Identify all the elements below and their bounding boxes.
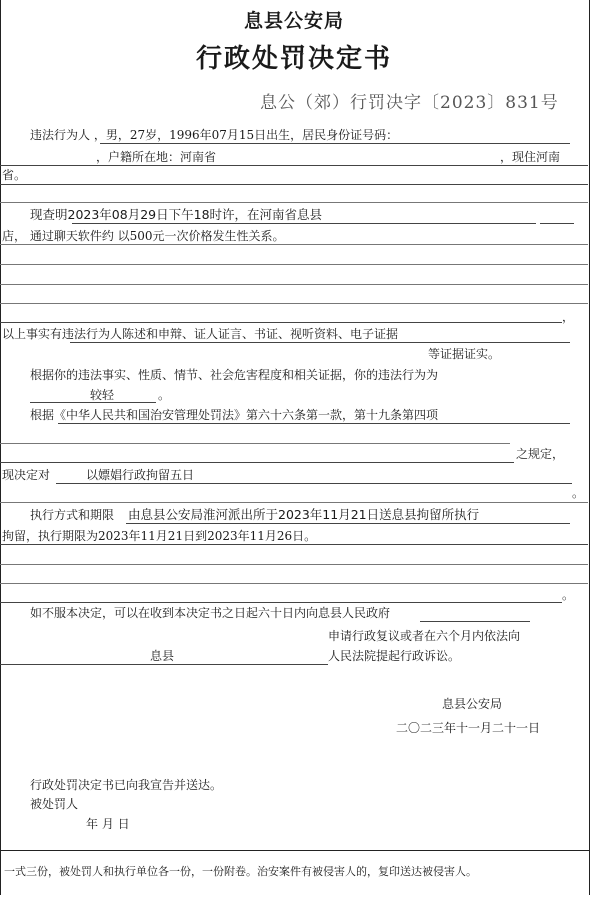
underline xyxy=(420,621,530,622)
underline xyxy=(0,602,562,603)
law-tail: 之规定， xyxy=(516,447,565,461)
underline xyxy=(30,402,156,403)
underline xyxy=(100,143,570,144)
underline xyxy=(72,223,536,224)
underline xyxy=(70,342,570,343)
judgment-line-1: 根据你的违法事实、性质、情节、社会危害程度和相关证据，你的违法行为为 xyxy=(30,368,439,382)
receipt-date-blank: 年 月 日 xyxy=(86,817,130,831)
blank-line xyxy=(0,564,588,565)
court-name: 息县 xyxy=(150,649,175,663)
agency-title: 息县公安局 xyxy=(244,10,345,32)
evidence-line-2: 等证据证实。 xyxy=(428,347,501,361)
underline xyxy=(0,165,588,166)
receipt-line-1: 行政处罚决定书已向我宣告并送达。 xyxy=(30,778,223,792)
blank-line xyxy=(0,284,588,285)
blank-line xyxy=(0,303,588,304)
violation-degree: 较轻 xyxy=(90,388,115,402)
blank-line xyxy=(0,502,588,503)
decision-prefix: 现决定对 xyxy=(2,468,51,482)
footer-note: 一式三份，被处罚人和执行单位各一份，一份附卷。治安案件有被侵害人的，复印送达被侵害人。 xyxy=(4,865,477,878)
blank-line xyxy=(0,244,588,245)
underline xyxy=(58,423,570,424)
offender-line-1: 违法行为人 ，男，27岁，1996年07月15日出生，居民身份证号码： xyxy=(30,128,399,142)
document-number: 息公（郊）行罚决字〔2023〕831号 xyxy=(260,93,559,113)
execution-prefix: 执行方式和期限 xyxy=(30,508,115,522)
blank-line xyxy=(0,264,588,265)
facts-comma: ， xyxy=(562,310,575,324)
blank-line xyxy=(0,443,510,444)
decision-text: 以嫖娼行政拘留五日 xyxy=(86,468,195,482)
offender-line-2-tail: ，现住河南 xyxy=(500,150,561,164)
underline xyxy=(0,544,588,545)
judgment-period: 。 xyxy=(158,388,171,402)
underline xyxy=(56,483,572,484)
facts-line-1: 现查明2023年08月29日下午18时许，在河南省息县 xyxy=(30,207,323,222)
appeal-line-3: 人民法院提起行政诉讼。 xyxy=(328,649,461,663)
execution-period: 。 xyxy=(562,588,575,602)
document-title: 行政处罚决定书 xyxy=(196,44,393,74)
underline xyxy=(0,322,562,323)
facts-line-2: 店， 通过聊天软件约 以500元一次价格发生性关系。 xyxy=(2,229,285,243)
underline xyxy=(0,664,328,665)
underline xyxy=(126,523,570,524)
underline xyxy=(0,184,588,185)
offender-line-2: ，户籍所在地：河南省 xyxy=(96,150,217,164)
execution-line-2: 拘留，执行期限为2023年11月21日到2023年11月26日。 xyxy=(2,529,317,543)
receipt-line-2: 被处罚人 xyxy=(30,797,79,811)
execution-line-1: 由息县公安局淮河派出所于2023年11月21日送息县拘留所执行 xyxy=(128,507,480,522)
law-line-1: 根据《中华人民共和国治安管理处罚法》第六十六条第一款，第十九条第四项 xyxy=(30,408,439,422)
underline xyxy=(0,462,514,463)
blank-line xyxy=(0,202,588,203)
decision-period: 。 xyxy=(572,486,585,500)
offender-line-3: 省。 xyxy=(2,168,27,182)
signature-agency: 息县公安局 xyxy=(442,697,503,711)
underline xyxy=(540,223,574,224)
blank-line xyxy=(0,583,588,584)
footer-separator xyxy=(0,850,590,851)
signature-date: 二〇二三年十一月二十一日 xyxy=(396,721,541,735)
evidence-line-1: 以上事实有违法行为人陈述和申辩、证人证言、书证、视听资料、电子证据 xyxy=(2,327,399,341)
appeal-line-1: 如不服本决定，可以在收到本决定书之日起六十日内向息县人民政府 xyxy=(30,606,391,620)
appeal-line-2: 申请行政复议或者在六个月内依法向 xyxy=(328,629,521,643)
